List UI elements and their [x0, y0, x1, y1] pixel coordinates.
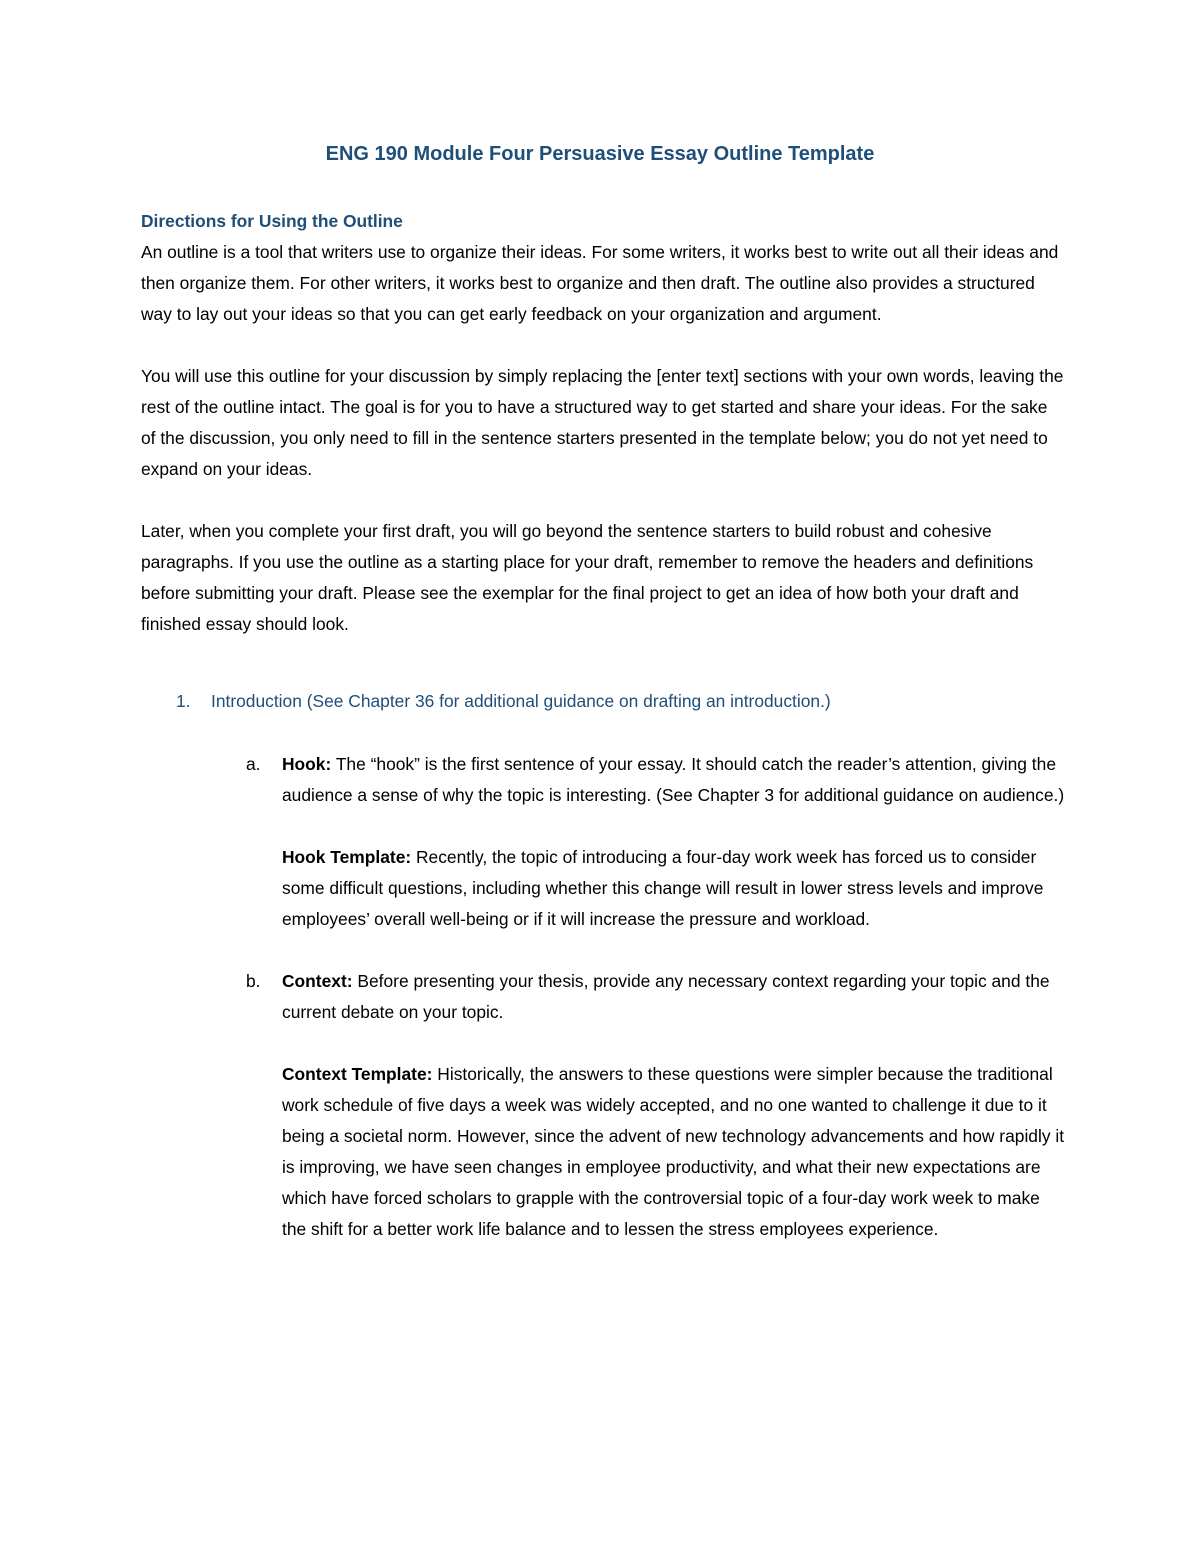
- hook-template: [282, 842, 1066, 935]
- directions-paragraph-1: An outline is a tool that writers use to organize their ideas. For some writers, it works best to write out all their ideas and then organize them. For other writers, it works best to organize and then draft. The outline also provides a structured way to lay out your ideas so that you can get early feedback on your organization and argument.: [141, 242, 1059, 324]
- introduction-items: [141, 749, 1066, 1245]
- section-title: Introduction (See Chapter 36 for additional guidance on drafting an introduction.): [211, 691, 831, 711]
- context-description-text: Before presenting your thesis, provide any necessary context regarding your topic and the current debate on your topic.: [282, 971, 1050, 1022]
- context-template: [282, 1059, 1066, 1245]
- hook-template-label: Hook Template:: [282, 847, 412, 867]
- section-introduction-heading: [141, 686, 1066, 717]
- section-number: 1.: [176, 691, 191, 711]
- hook-template-text: Recently, the topic of introducing a four-day work week has forced us to consider some difficult questions, including whether this change will result in lower stress levels and improve employees’ overall well-being or if it will increase the pressure and workload.: [282, 847, 1044, 929]
- directions-paragraph-2: You will use this outline for your discussion by simply replacing the [enter text] sections with your own words, leaving the rest of the outline intact. The goal is for you to have a structured way to get started and share your ideas. For the sake of the discussion, you only need to fill in the sentence starters presented in the template below; you do not yet need to expand on your ideas.: [141, 366, 1064, 479]
- directions-paragraph-3: Later, when you complete your first draft, you will go beyond the sentence starters to build robust and cohesive paragraphs. If you use the outline as a starting place for your draft, remember to remove the headers and definitions before submitting your draft. Please see the exemplar for the final project to get an idea of how both your draft and finished essay should look.: [141, 521, 1034, 634]
- hook-description: [282, 749, 1066, 811]
- document-title: ENG 190 Module Four Persuasive Essay Outline Template: [325, 143, 875, 165]
- list-item-hook: [141, 749, 1066, 935]
- context-label: Context:: [282, 971, 353, 991]
- hook-description-text: The “hook” is the first sentence of your essay. It should catch the reader’s attention, giving the audience a sense of why the topic is interesting. (See Chapter 3 for additional guidance on audience.): [282, 754, 1065, 805]
- context-template-label: Context Template:: [282, 1064, 433, 1084]
- item-letter: a.: [246, 754, 261, 774]
- context-template-text: Historically, the answers to these questions were simpler because the traditional work schedule of five days a week was widely accepted, and no one wanted to challenge it due to it being a societal norm. However, since the advent of new technology advancements and how rapidly it is improving, we have seen changes in employee productivity, and what their new expectations are which have forced scholars to grapple with the controversial topic of a four-day work week to make the shift for a better work life balance and to lessen the stress employees experience.: [282, 1064, 1065, 1239]
- hook-label: Hook:: [282, 754, 332, 774]
- item-letter: b.: [246, 971, 261, 991]
- list-item-context: [141, 966, 1066, 1245]
- context-description: [282, 966, 1066, 1028]
- document-body: [141, 206, 1066, 1245]
- directions-heading: Directions for Using the Outline: [141, 211, 403, 231]
